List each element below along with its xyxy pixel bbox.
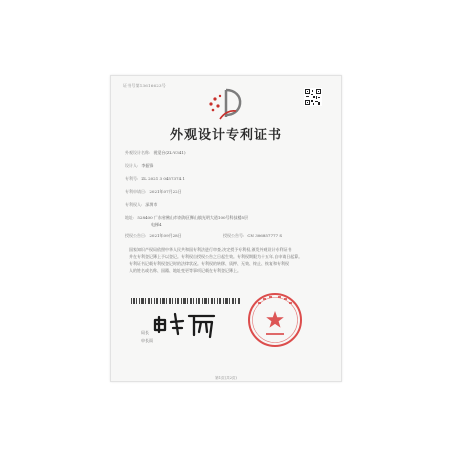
- director-name-label: 申长雨: [141, 338, 153, 343]
- patent-number-field: 专利号: ZL 2021 3 0457374.1: [125, 176, 185, 181]
- qr-code-icon: [304, 88, 322, 106]
- patent-certificate: [110, 75, 342, 382]
- cnipa-emblem-icon: [204, 86, 248, 120]
- page-footer: 第1页(共2页): [215, 376, 237, 380]
- director-signature: [151, 308, 223, 340]
- certificate-title: 外观设计专利证书: [169, 128, 282, 143]
- notice-line: 并在专利登记簿上予以登记。专利权自授权公告之日起生效。专利权期限为十五年,自申请日起算。: [129, 254, 303, 259]
- barcode-icon: [131, 298, 241, 304]
- address-continuation: 电梯4: [151, 222, 162, 227]
- designer-field: 设计人: 李振锋: [125, 163, 154, 168]
- grant-number-field: 授权公告号: CN 306857777 S: [223, 233, 283, 238]
- notice-line: 国家知识产权局依照中华人民共和国专利法进行审查,决定授予专利权,颁发外观设计专利证书: [129, 247, 292, 252]
- design-name-field: 外观设计名称: 视觉台(ZL-V341): [125, 150, 186, 155]
- notice-paragraph: [129, 246, 324, 274]
- application-date-field: 专利申请日: 2021年07月22日: [125, 189, 182, 194]
- grant-date-field: 授权公告日: 2021年09月28日: [125, 233, 182, 238]
- certificate-number: 证书号第13616623号: [123, 83, 166, 88]
- patentee-field: 专利权人: 深圳市: [125, 202, 158, 207]
- notice-line: 人的姓名或名称、国籍、地址变更等事项记载在专利登记簿上。: [129, 268, 241, 273]
- address-field: 地址: 528400 广东省佛山市南海区狮山镇光明大道100号科技楼5层: [125, 215, 249, 220]
- director-title-label: 局长: [141, 330, 149, 335]
- official-seal-icon: [246, 291, 304, 349]
- notice-line: 专利证书记载专利权登记时的法律状况。专利权的转移、质押、无效、终止、恢复和专利权: [129, 261, 289, 266]
